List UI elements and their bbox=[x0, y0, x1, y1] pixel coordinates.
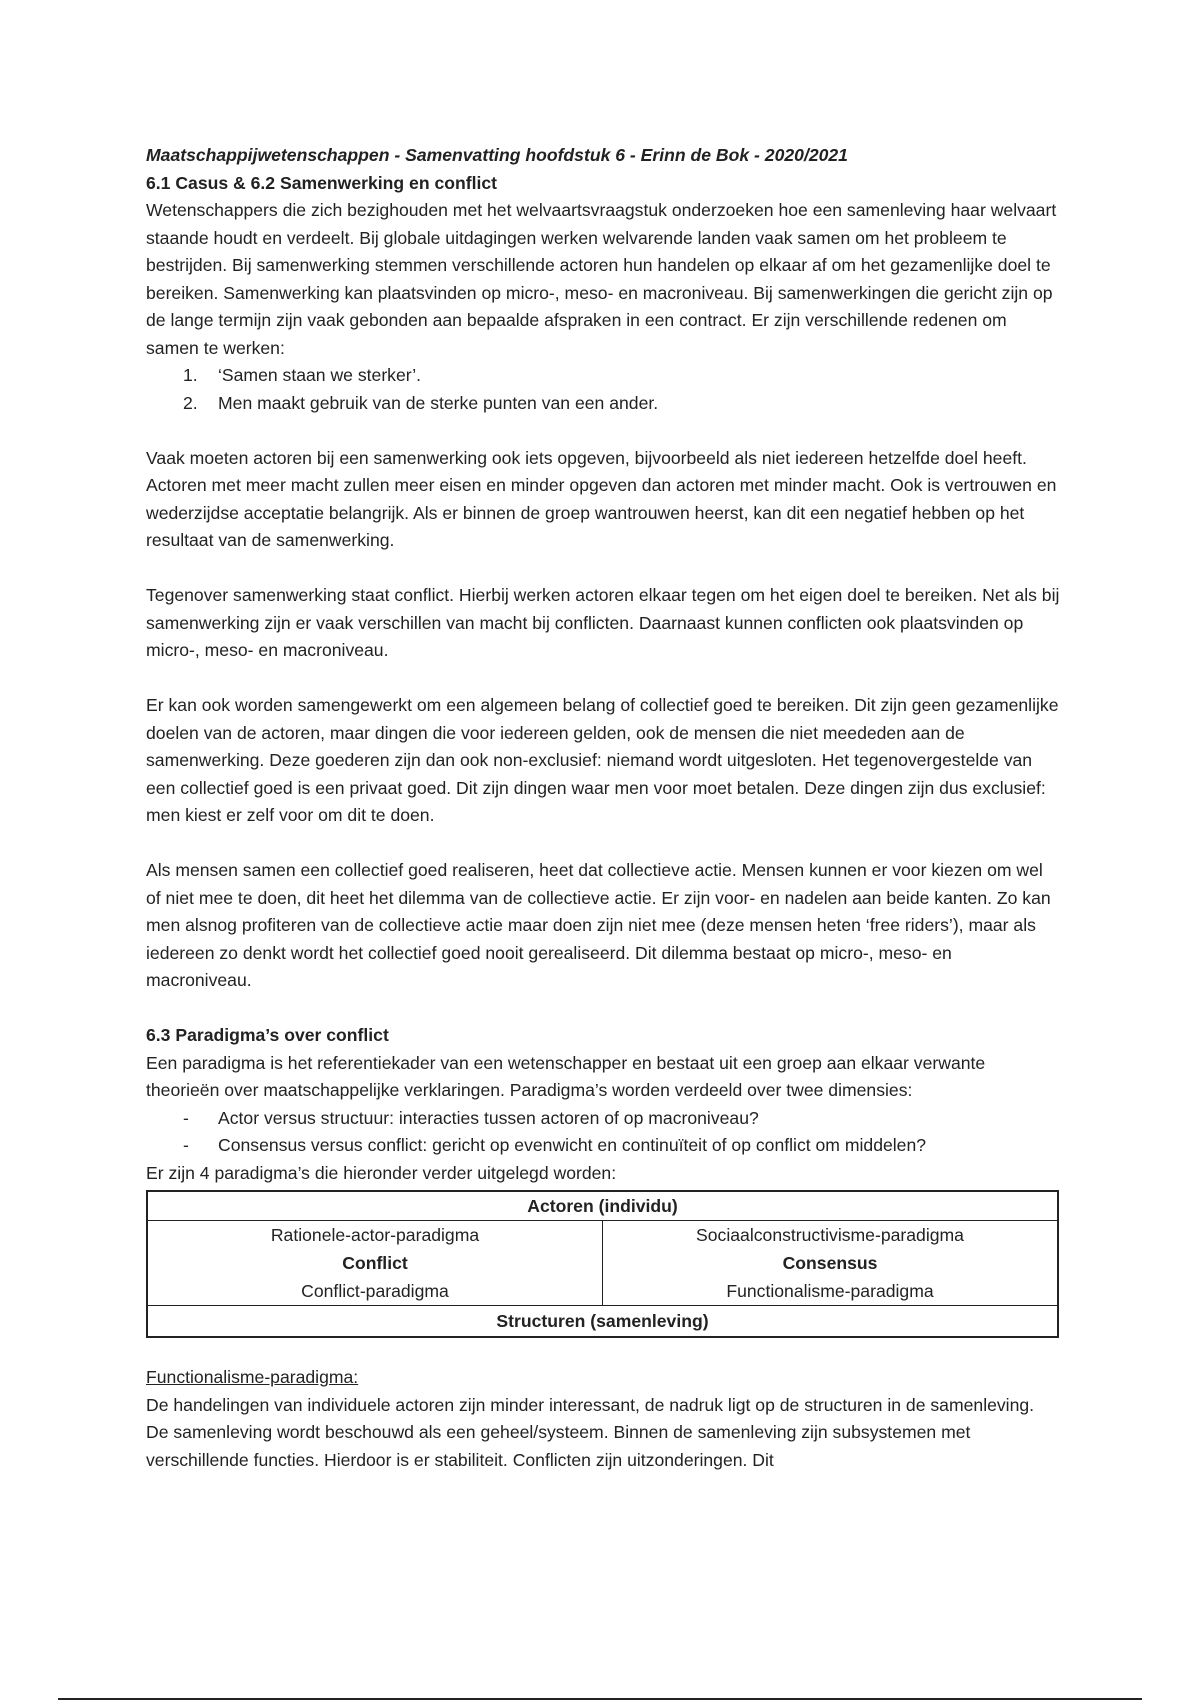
table-cell-conflict-axis: Conflict bbox=[147, 1249, 603, 1277]
table-cell-sociaalconstructivisme: Sociaalconstructivisme-paradigma bbox=[696, 1225, 964, 1245]
table-row bbox=[147, 1306, 1058, 1338]
table-cell-structuren: Structuren (samenleving) bbox=[147, 1306, 1058, 1338]
paragraph-collectief-goed: Er kan ook worden samengewerkt om een algemeen belang of collectief goed te bereiken. Dit zijn geen gezamenlijke doelen van de actoren, maar dingen die voor iedereen gelden, ook de mensen die niet meededen aan de samenwerking. Deze goederen zijn dan ook non-exclusief: niemand wordt uitgesloten. Het tegenovergestelde van een collectief goed is een privaat goed. Dit zijn dingen waar men voor moet betalen. Deze dingen zijn dus exclusief: men kiest er zelf voor om dit te doen. bbox=[146, 695, 1059, 825]
table-row bbox=[147, 1249, 1058, 1277]
list-number: 1. bbox=[183, 365, 198, 385]
list-item bbox=[146, 390, 1061, 418]
list-number: 2. bbox=[183, 392, 198, 413]
dimensions-list bbox=[146, 1105, 1061, 1160]
paradigm-table bbox=[146, 1190, 1059, 1338]
document-title: Maatschappijwetenschappen - Samenvatting hoofdstuk 6 - Erinn de Bok - 2020/2021 bbox=[146, 145, 848, 165]
paragraph-conflict: Tegenover samenwerking staat conflict. Hierbij werken actoren elkaar tegen om het eigen doel te bereiken. Net als bij samenwerking zijn er vaak verschillen van macht bij conflicten. Daarnaast kunnen conflicten ook plaatsvinden op micro-, meso- en macroniveau. bbox=[146, 585, 1060, 660]
paragraph-intro: Wetenschappers die zich bezighouden met het welvaartsvraagstuk onderzoeken hoe een samenleving haar welvaart staande houdt en verdeelt. Bij globale uitdagingen werken welvarende landen vaak samen om het probleem te bestrijden. Bij samenwerking stemmen verschillende actoren hun handelen op elkaar af om het gezamenlijke doel te bereiken. Samenwerking kan plaatsvinden op micro-, meso- en macroniveau. Bij samenwerkingen die gericht zijn op de lange termijn zijn vaak gebonden aan bepaalde afspraken in een contract. Er zijn verschillende redenen om samen te werken: bbox=[146, 200, 1057, 358]
table-row bbox=[147, 1191, 1058, 1221]
dash-bullet: - bbox=[183, 1135, 189, 1155]
table-cell-actoren: Actoren (individu) bbox=[147, 1191, 1058, 1221]
list-item-text: Men maakt gebruik van de sterke punten van een ander. bbox=[218, 392, 659, 413]
table-cell-conflict-paradigma: Conflict-paradigma bbox=[147, 1277, 603, 1306]
list-item-text: Consensus versus conflict: gericht op evenwicht en continuïteit of op conflict om middelen? bbox=[218, 1135, 927, 1155]
list-item bbox=[146, 362, 1061, 390]
paragraph-opgeven: Vaak moeten actoren bij een samenwerking ook iets opgeven, bijvoorbeeld als niet iedereen hetzelfde doel heeft. Actoren met meer macht zullen meer eisen en minder opgeven dan actoren met minder macht. Ook is vertrouwen en wederzijdse acceptatie belangrijk. Als er binnen de groep wantrouwen heerst, kan dit een negatief hebben op het resultaat van de samenwerking. bbox=[146, 447, 1057, 550]
section-heading-samenwerking: 6.1 Casus & 6.2 Samenwerking en conflict bbox=[146, 172, 498, 193]
section-heading-paradigmas: 6.3 Paradigma’s over conflict bbox=[146, 1025, 389, 1045]
paragraph-gap bbox=[146, 665, 1061, 693]
subheading-functionalisme: Functionalisme-paradigma: bbox=[146, 1367, 359, 1387]
list-item-text: Actor versus structuur: interacties tussen actoren of op macroniveau? bbox=[218, 1107, 759, 1128]
paragraph-functionalisme: De handelingen van individuele actoren zijn minder interessant, de nadruk ligt op de structuren in de samenleving. De samenleving wordt beschouwd als een geheel/systeem. Binnen de samenleving zijn subsystemen met verschillende functies. Hierdoor is er stabiliteit. Conflicten zijn uitzonderingen. Dit bbox=[146, 1394, 1035, 1470]
document-page bbox=[146, 142, 1061, 1474]
list-item bbox=[146, 1105, 1061, 1133]
table-cell-functionalisme: Functionalisme-paradigma bbox=[726, 1281, 934, 1301]
table-row bbox=[147, 1277, 1058, 1306]
paragraph-paradigma-intro: Een paradigma is het referentiekader van een wetenschapper en bestaat uit een groep aan elkaar verwante theorieën over maatschappelijke verklaringen. Paradigma’s worden verdeeld over twee dimensies: bbox=[146, 1052, 986, 1100]
table-cell-consensus-axis: Consensus bbox=[782, 1253, 878, 1273]
paragraph-lead: Er zijn 4 paradigma’s die hieronder verder uitgelegd worden: bbox=[146, 1162, 617, 1183]
list-item-text: ‘Samen staan we sterker’. bbox=[218, 365, 422, 385]
paragraph-gap bbox=[146, 417, 1061, 445]
table-row bbox=[147, 1221, 1058, 1250]
paragraph-gap bbox=[146, 830, 1061, 858]
reasons-list bbox=[146, 362, 1061, 417]
paragraph-collectieve-actie: Als mensen samen een collectief goed realiseren, heet dat collectieve actie. Mensen kunnen er voor kiezen om wel of niet mee te doen, dit heet het dilemma van de collectieve actie. Er zijn voor- en nadelen aan beide kanten. Zo kan men alsnog profiteren van de collectieve actie maar doen zijn niet mee (deze mensen heten ‘free riders’), maar als iedereen zo denkt wordt het collectief goed nooit gerealiseerd. Dit dilemma bestaat op micro-, meso- en macroniveau. bbox=[146, 860, 1051, 990]
dash-bullet: - bbox=[183, 1107, 189, 1128]
paragraph-gap bbox=[146, 555, 1061, 583]
list-item bbox=[146, 1132, 1061, 1160]
table-cell-rationele-actor: Rationele-actor-paradigma bbox=[147, 1221, 603, 1250]
paragraph-gap bbox=[146, 995, 1061, 1023]
